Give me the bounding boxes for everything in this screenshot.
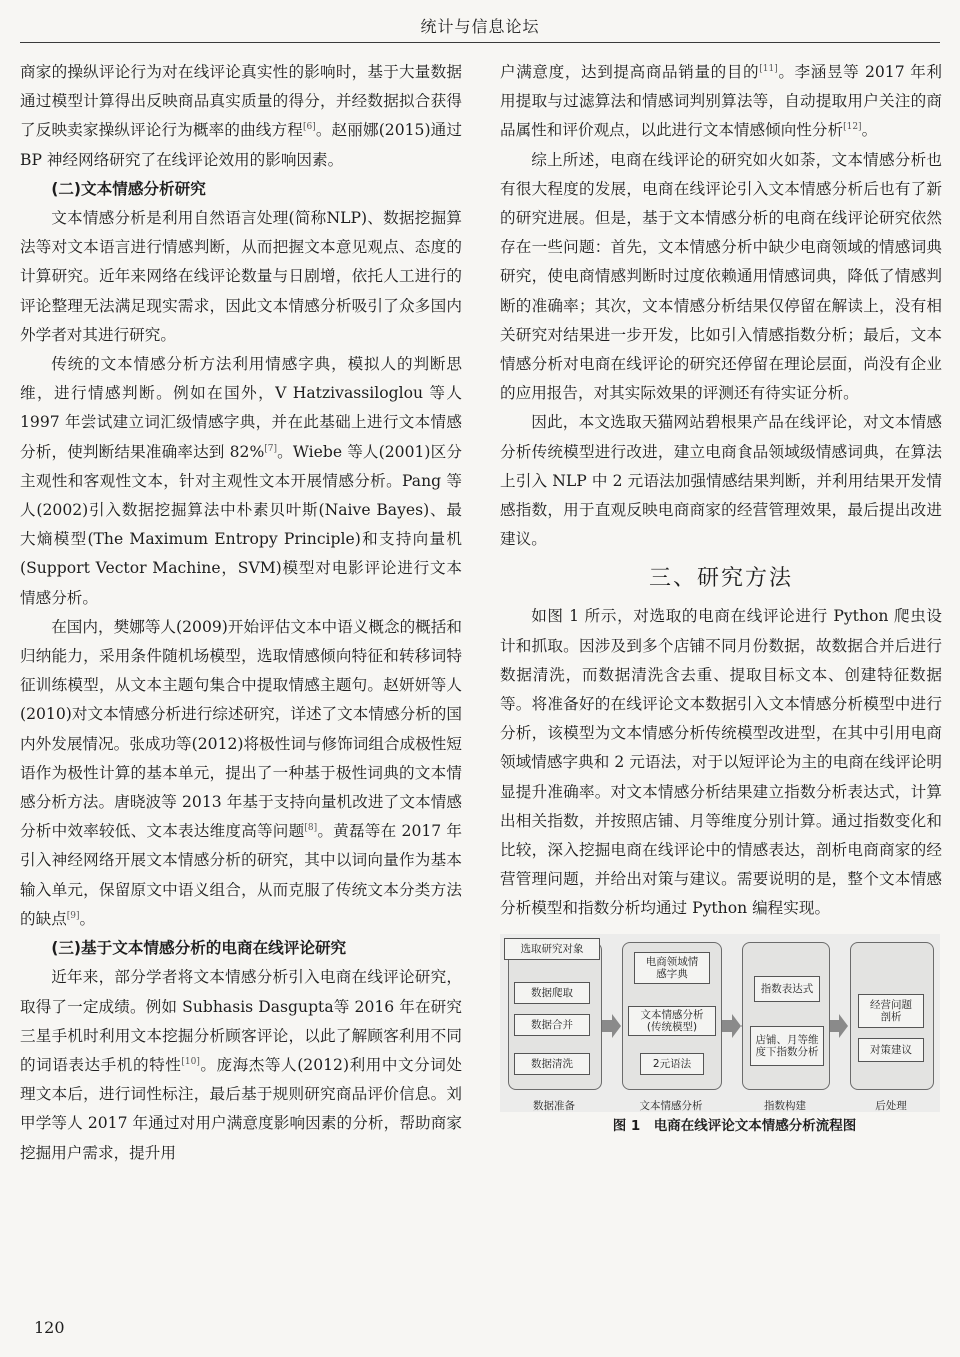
paragraph: 商家的操纵评论行为对在线评论真实性的影响时，基于大量数据通过模型计算得出反映商品真实质量的得分，并经数据拟合获得了反映卖家操纵评论行为概率的曲线方程[6]。赵丽娜(2015)通过 BP 神经网络研究了在线评论效用的影响因素。	[20, 63, 462, 169]
stage-label: 数据准备	[533, 1099, 575, 1112]
citation: [6]	[302, 122, 316, 133]
arrow-right-icon	[829, 1014, 848, 1038]
box-bigram: 2元语法	[640, 1053, 704, 1075]
citation: [7]	[264, 443, 278, 454]
figure-caption: 图 1 电商在线评论文本情感分析流程图	[612, 1117, 857, 1134]
paragraph: 在国内，樊娜等人(2009)开始评估文本中语义概念的概括和归纳能力，采用条件随机场模型，选取情感倾向特征和转移词特征训练模型，从文本主题句集合中提取情感主题句。赵妍妍等人(2010)对文本情感分析进行综述研究，详述了文本情感分析的国内外发展情况。张成功等(2012)将极性词与修饰词组合成极性短语作为极性计算的基本单元，提出了一种基于极性词典的文本情感分析方法。唐晓波等 2013 年基于支持向量机改进了文本情感分析中效率较低、文本表达维度高等问题[8]。黄磊等在 2017 年引入神经网络开展文本情感分析的研究，其中以词向量作为基本输入单元，保留原文中语义组合，从而克服了传统文本分类方法的缺点[9]。	[20, 617, 462, 928]
arrow-right-icon	[602, 1014, 621, 1038]
paragraph: 文本情感分析是利用自然语言处理(简称NLP)、数据挖掘算法等对文本语言进行情感判断，从而把握文本意见观点、态度的计算研究。近年来网络在线评论数量与日剧增，依托人工进行的评论整理无法满足现实需求，因此文本情感分析吸引了众多国内外学者对其进行研究。	[20, 209, 462, 344]
left-column	[20, 58, 462, 1168]
right-column	[500, 58, 942, 1141]
stage-label: 指数构建	[764, 1099, 806, 1112]
stage-group-index	[742, 942, 830, 1090]
arrow-right-icon	[722, 1014, 741, 1038]
page-header	[20, 0, 940, 43]
paragraph: 如图 1 所示，对选取的电商在线评论进行 Python 爬虫设计和抓取。因涉及到多个店铺不同月份数据，故数据合并后进行数据清洗，而数据清洗含去重、提取目标文本、创建特征数据等。将准备好的在线评论文本数据引入文本情感分析模型中进行分析，该模型为文本情感分析传统模型改进型，在其中引用电商领域情感字典和 2 元语法，对于以短评论为主的电商在线评论明显提升准确率。对文本情感分析结果建立指数分析表达式，计算出相关指数，并按照店铺、月等维度分别计算。通过指数变化和比较，深入挖掘电商在线评论中的情感表达，剖析电商商家的经营管理问题，并给出对策与建议。需要说明的是，整个文本情感分析模型和指数分析均通过 Python 编程实现。	[500, 607, 942, 918]
paragraph: 因此，本文选取天猫网站碧根果产品在线评论，对文本情感分析传统模型进行改进，建立电商食品领域级情感词典，在算法上引入 NLP 中 2 元语法加强情感结果判断，并利用结果开发情感指数，用于直观反映电商商家的经营管理效果，最后提出改进建议。	[500, 413, 942, 549]
stage-label: 后处理	[875, 1099, 907, 1112]
box-problem-analysis: 经营问题剖析	[858, 994, 924, 1028]
paragraph: 传统的文本情感分析方法利用情感字典，模拟人的判断思维，进行情感判断。例如在国外，V Hatzivassiloglou 等人 1997 年尝试建立词汇级情感字典，并在此基础上进行文本情感分析，使判断结果准确率达到 82%[7]。Wiebe 等人(2001)区分主观性和客观性文本，针对主观性文本开展情感分析。Pang 等人(2002)引入数据挖掘算法中朴素贝叶斯(Naive Bayes)、最大熵模型(The Maximum Entropy Principle)和支持向量机(Support Vector Machine，SVM)模型对电影评论进行文本情感分析。	[20, 355, 462, 607]
box-data-clean: 数据清洗	[514, 1053, 590, 1075]
subsection-heading: (二)文本情感分析研究	[51, 179, 206, 198]
citation: [10]	[181, 1056, 200, 1067]
paragraph: 近年来，部分学者将文本情感分析引入电商在线评论研究，取得了一定成绩。例如 Subhasis Dasgupta等 2016 年在研究三星手机时利用文本挖掘分析顾客评论，以此了解顾客利用不同的词语表达手机的特性[10]。庞海杰等人(2012)利用中文分词处理文本后，进行词性标注，最后基于规则研究商品评价信息。刘甲学等人 2017 年通过对用户满意度影响因素的分析，帮助商家挖掘用户需求，提升用	[20, 968, 462, 1162]
citation: [11]	[759, 63, 778, 74]
journal-title: 统计与信息论坛	[420, 17, 540, 36]
box-dimension-index: 店铺、月等维度下指数分析	[750, 1026, 824, 1066]
stage-label: 文本情感分析	[639, 1099, 703, 1112]
subsection-heading: (三)基于文本情感分析的电商在线评论研究	[51, 939, 347, 958]
paragraph: 综上所述，电商在线评论的研究如火如荼，文本情感分析也有很大程度的发展，电商在线评论引入文本情感分析后也有了新的研究进展。但是，基于文本情感分析的电商在线评论研究依然存在一些问题：首先，文本情感分析中缺少电商领域的情感词典研究，使电商情感判断时过度依赖通用情感词典，降低了情感判断的准确率；其次，文本情感分析结果仅停留在解读上，没有相关研究对结果进一步开发，比如引入情感指数分析；最后，文本情感分析对电商在线评论的研究还停留在理论层面，尚没有企业的应用报告，对其实际效果的评测还有待实证分析。	[500, 150, 942, 403]
citation: [9]	[66, 910, 80, 921]
flowchart-figure	[500, 934, 940, 1112]
section-heading: 三、研究方法	[648, 566, 793, 592]
box-countermeasures: 对策建议	[858, 1038, 924, 1062]
box-select-object: 选取研究对象	[504, 938, 600, 960]
box-index-expression: 指数表达式	[754, 976, 820, 1002]
box-data-merge: 数据合并	[514, 1014, 590, 1036]
paragraph: 户满意度，达到提高商品销量的目的[11]。李涵昱等 2017 年利用提取与过滤算法和情感词判别算法等，自动提取用户关注的商品属性和评价观点，以此进行文本情感倾向性分析[12]。	[500, 63, 942, 140]
citation: [8]	[304, 823, 318, 834]
box-ecommerce-dictionary: 电商领域情感字典	[634, 952, 710, 984]
box-data-crawl: 数据爬取	[514, 982, 590, 1004]
box-sentiment-model: 文本情感分析 (传统模型)	[628, 1006, 716, 1036]
citation: [12]	[843, 122, 862, 133]
page-number: 120	[34, 1318, 65, 1337]
